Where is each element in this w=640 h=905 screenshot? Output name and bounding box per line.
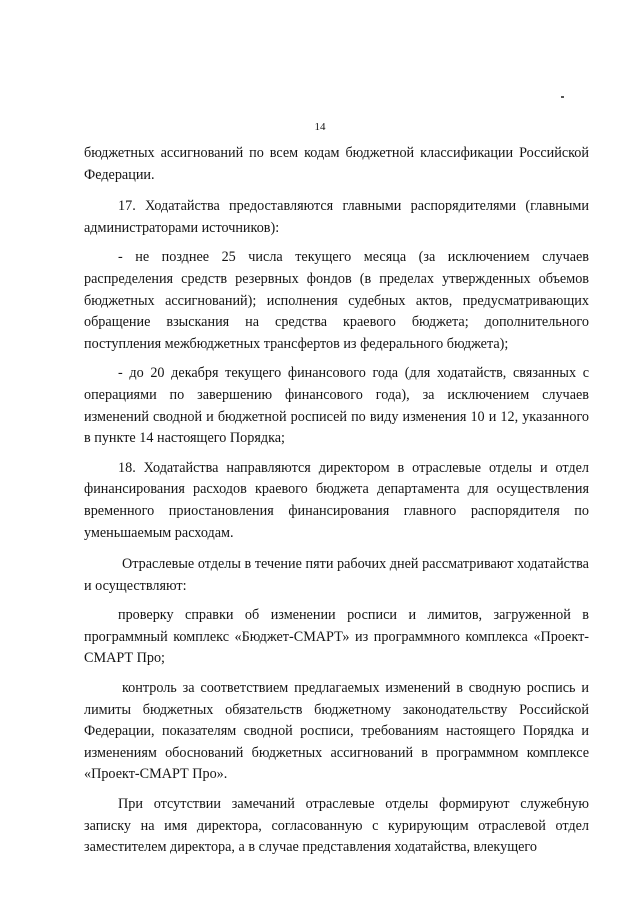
page-number: 14 (314, 121, 326, 133)
scan-mark (561, 96, 564, 98)
paragraph-item-17: 17. Ходатайства предоставляются главными распорядителями (главными администраторами источников): (84, 198, 589, 236)
paragraph-deadline-25: - не позднее 25 числа текущего месяца (за исключением случаев распределения средств резервных фондов (в пределах утвержденных объемов бюджетных ассигнований); исполнения судебных актов, предусматривающих обращение взыскания на средства краевого бюджета; дополнительного поступления межбюджетных трансфертов из федерального бюджета); (84, 249, 589, 352)
document-body (84, 143, 589, 859)
paragraph-control: контроль за соответствием предлагаемых изменений в сводную роспись и лимиты бюджетных обязательств бюджетному законодательству Российской Федерации, показателям сводной росписи, требованиям настоящего Порядка и изменениям обоснований бюджетных ассигнований в программном комплексе «Проект-СМАРТ Про». (84, 680, 589, 783)
paragraph-deadline-december: - до 20 декабря текущего финансового года (для ходатайств, связанных с операциями по завершению финансового года), за исключением случаев изменений сводной и бюджетной росписей по виду изменения 10 и 12, указанного в пункте 14 настоящего Порядка; (84, 365, 589, 447)
paragraph-no-remarks: При отсутствии замечаний отраслевые отделы формируют служебную записку на имя директора, согласованную с курирующим отраслевой отдел заместителем директора, а в случае представления ходатайства, влекущего (84, 796, 589, 856)
paragraph-check-reference: проверку справки об изменении росписи и лимитов, загруженной в программный комплекс «Бюджет-СМАРТ» из программного комплекса «Проект-СМАРТ Про; (84, 607, 589, 667)
paragraph-branch-review: Отраслевые отделы в течение пяти рабочих дней рассматривают ходатайства и осуществляют: (84, 556, 589, 594)
paragraph-continuation: бюджетных ассигнований по всем кодам бюджетной классификации Российской Федерации. (84, 145, 589, 183)
paragraph-item-18: 18. Ходатайства направляются директором в отраслевые отделы и отдел финансирования расходов краевого бюджета департамента для осуществления временного приостановления финансирования главного распорядителя по уменьшаемым расходам. (84, 459, 589, 541)
